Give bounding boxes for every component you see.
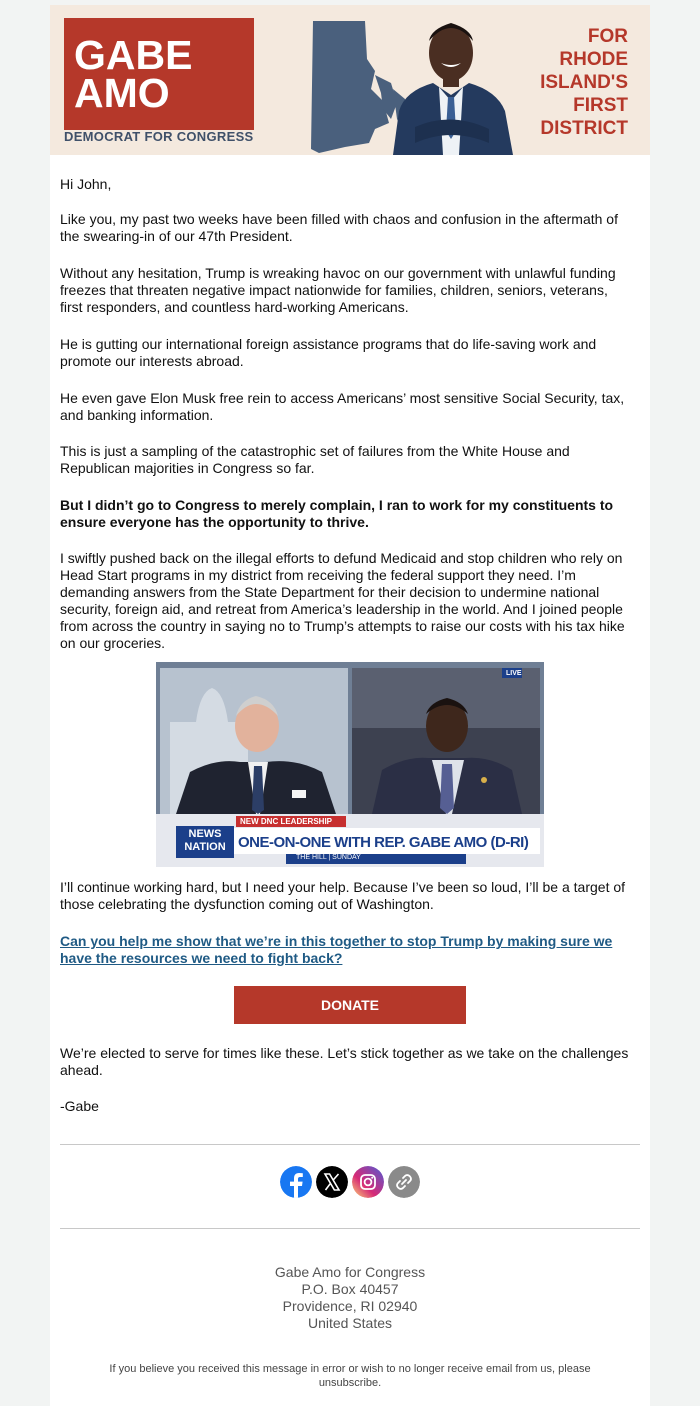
logo-subtitle: DEMOCRAT FOR CONGRESS [64,129,254,144]
district-tagline [488,25,628,140]
logo-name [74,32,249,116]
campaign-logo [64,18,254,130]
live-badge: LIVE [506,670,522,677]
network-logo-line-1: NEWS [188,828,222,840]
divider-top [60,1144,640,1145]
paragraph-1: Like you, my past two weeks have been filled with chaos and confusion in the aftermath of the swearing-in of our 47th President. [60,211,618,244]
address-org: Gabe Amo for Congress [274,1264,426,1280]
tagline-line-1: FOR [587,26,628,47]
facebook-icon[interactable] [280,1166,312,1198]
donate-button[interactable]: DONATE [234,986,466,1024]
paragraph-3: He is gutting our international foreign assistance programs that do life-saving work and promote our interests abroad. [60,336,597,369]
tagline-line-4: FIRST [573,95,628,116]
tagline-line-3: ISLAND'S [540,72,628,93]
network-logo-line-2: NATION [184,841,226,853]
lower-third-tag: NEW DNC LEADERSHIP [240,817,333,826]
address-line-1: P.O. Box 40457 [301,1281,399,1297]
video-show-name: THE HILL | SUNDAY [296,854,361,861]
unsubscribe-note[interactable]: If you believe you received this message in error or wish to no longer receive email from us, please unsubscribe. [109,1363,591,1389]
instagram-icon[interactable] [352,1166,384,1198]
paragraph-5: This is just a sampling of the catastrophic set of failures from the White House and Republican majorities in Congress so far. [60,443,570,476]
paragraph-7: I swiftly pushed back on the illegal efforts to defund Medicaid and stop children who rely on Head Start programs in my district from receiving the federal support they need. I’m demanding answers from the State Department for their decision to undermine national security, foreign aid, and retreat from America’s leadership in the world. And I joined people from across the country in saying no to Trump’s attempts to raise our costs with his tax hike on our groceries. [60,550,625,651]
greeting: Hi John, [60,176,112,192]
paragraph-6-bold: But I didn’t go to Congress to merely complain, I ran to work for my constituents to ensure everyone has the opportunity to thrive. [60,497,614,530]
divider-bottom [60,1228,640,1229]
paragraph-4: He even gave Elon Musk free rein to access Americans’ most sensitive Social Security, tax, and banking information. [60,390,625,423]
network-logo [178,828,232,854]
logo-line-1: GABE [74,32,193,78]
social-links [280,1166,420,1198]
header-banner [50,5,650,155]
paragraph-8: I’ll continue working hard, but I need your help. Because I’ve been so loud, I’ll be a target of those celebrating the dysfunction coming out of Washington. [60,879,626,912]
x-icon[interactable] [316,1166,348,1198]
logo-line-2: AMO [74,70,170,116]
address-line-3: United States [307,1315,393,1331]
help-link[interactable]: Can you help me show that we’re in this together to stop Trump by making sure we have the resources we need to fight back? [60,933,613,966]
tagline-line-5: DISTRICT [540,118,628,139]
tagline-line-2: RHODE [559,49,628,70]
link-icon[interactable] [388,1166,420,1198]
news-video-thumbnail[interactable] [156,662,544,867]
signoff: -Gabe [60,1098,99,1114]
mailing-address [50,1264,650,1332]
paragraph-9: We’re elected to serve for times like these. Let’s stick together as we take on the challenges ahead. [60,1045,629,1078]
video-headline: ONE-ON-ONE WITH REP. GABE AMO (D-RI) [238,834,529,851]
address-line-2: Providence, RI 02940 [282,1298,418,1314]
email-container [50,5,650,1406]
paragraph-2: Without any hesitation, Trump is wreaking havoc on our government with unlawful funding freezes that threaten negative impact nationwide for families, children, seniors, veterans, first responders, and countless hard-working Americans. [60,265,616,315]
